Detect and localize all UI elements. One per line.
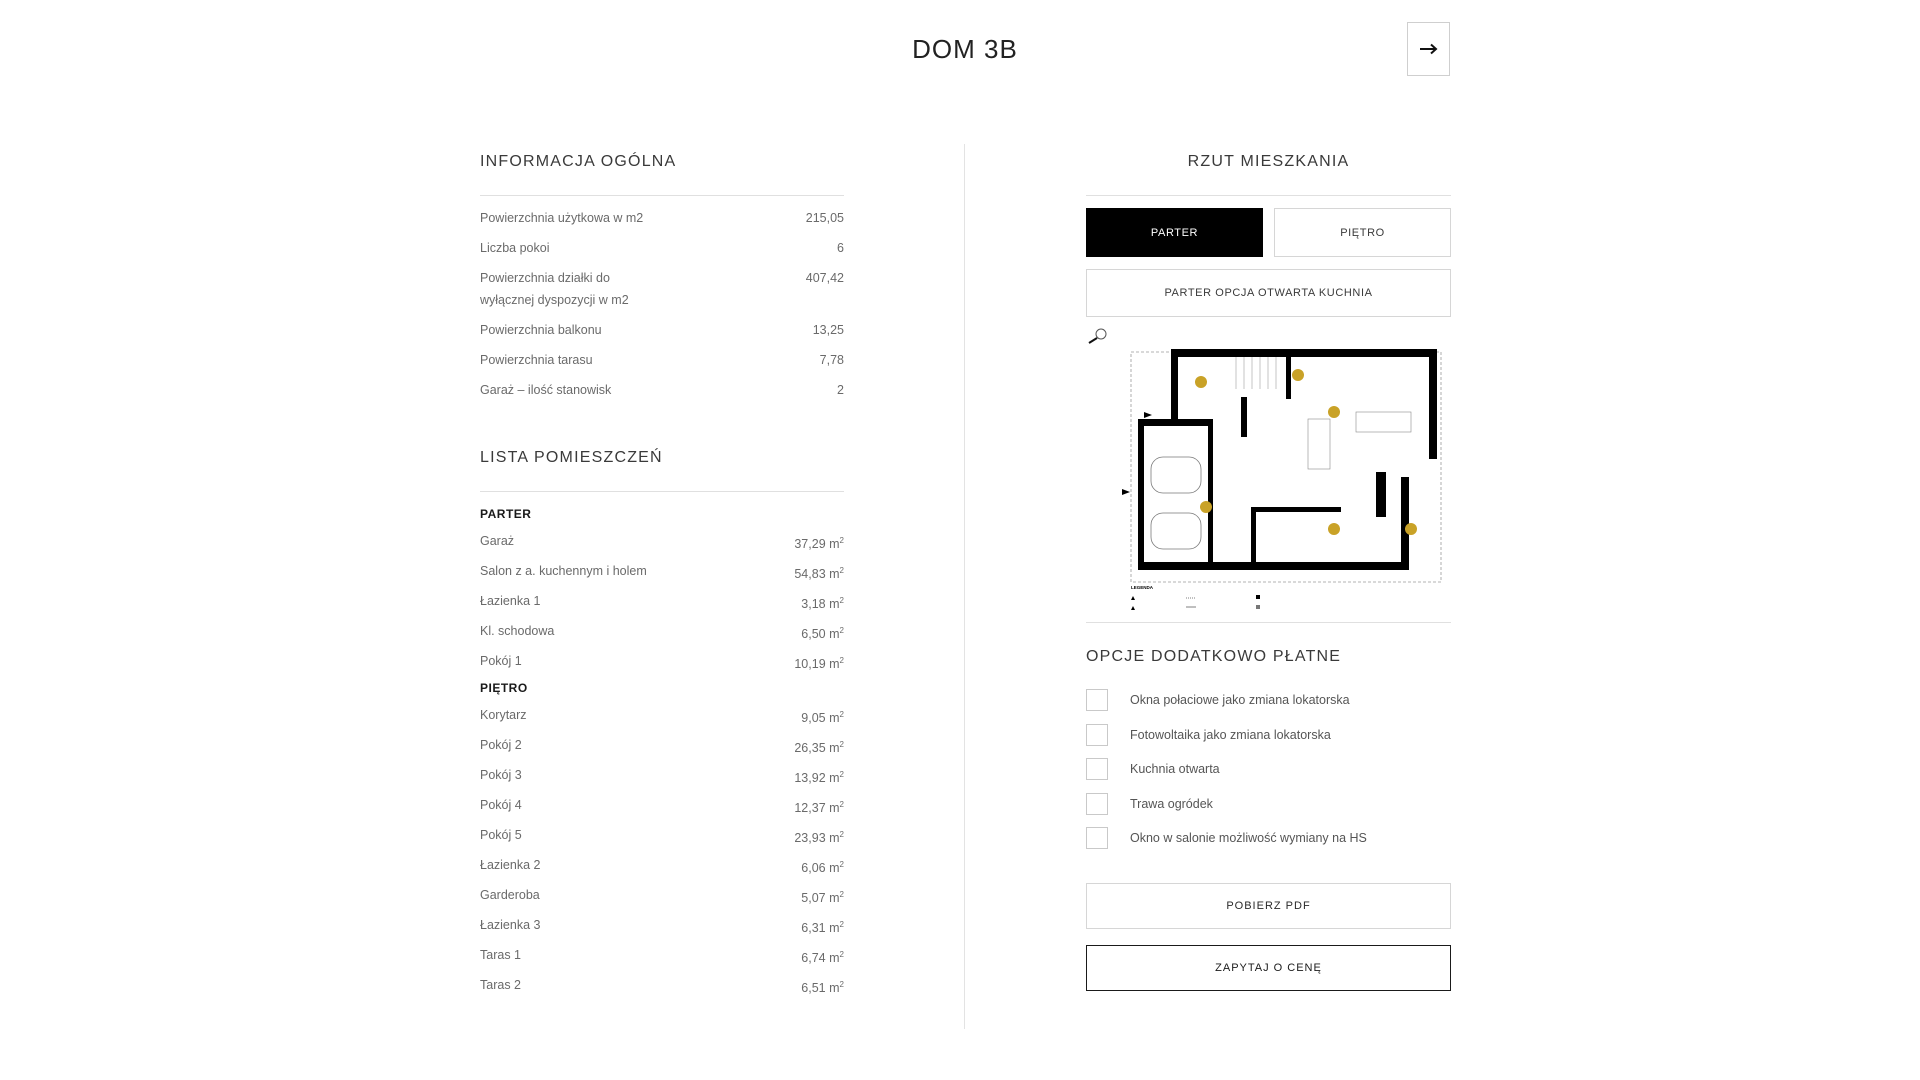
room-label: Pokój 2	[480, 738, 522, 752]
rooms-heading: LISTA POMIESZCZEŃ	[480, 449, 663, 466]
option-item[interactable]	[1086, 718, 1451, 753]
room-row	[480, 970, 844, 1000]
room-area-value: 12,37	[794, 801, 826, 816]
plan-divider	[1086, 195, 1451, 196]
room-area	[801, 586, 844, 616]
room-area-unit-sup: 2	[839, 566, 844, 575]
room-area-unit-sup: 2	[839, 980, 844, 989]
room-row	[480, 910, 844, 940]
room-area	[801, 616, 844, 646]
room-area	[794, 760, 844, 790]
option-label: Kuchnia otwarta	[1130, 762, 1220, 777]
option-checkbox[interactable]	[1086, 827, 1108, 849]
room-label: Garaż	[480, 534, 515, 548]
legend-title: LEGENDA	[1131, 585, 1154, 590]
room-area-unit-sup: 2	[839, 770, 844, 779]
page-title: DOM 3B	[912, 34, 1018, 64]
room-area-unit-sup: 2	[839, 890, 844, 899]
info-list	[480, 204, 844, 406]
room-area-unit-sup: 2	[839, 800, 844, 809]
room-area-value: 9,05	[801, 711, 826, 726]
room-group-heading: PARTER	[480, 507, 532, 521]
rooms-list	[480, 502, 844, 1000]
room-area-unit: m	[829, 657, 840, 672]
room-row	[480, 760, 844, 790]
info-label: Liczba pokoi	[480, 241, 550, 255]
room-row	[480, 880, 844, 910]
room-area-unit: m	[829, 741, 840, 756]
variant-open-kitchen-button[interactable]: PARTER OPCJA OTWARTA KUCHNIA	[1086, 269, 1451, 317]
option-label: Okna połaciowe jako zmiana lokatorska	[1130, 693, 1350, 708]
room-area-unit: m	[829, 801, 840, 816]
room-area-unit-sup: 2	[839, 860, 844, 869]
info-row	[480, 264, 844, 316]
room-area-value: 6,74	[801, 951, 826, 966]
room-area-unit: m	[829, 771, 840, 786]
room-label: Pokój 1	[480, 654, 522, 668]
room-row	[480, 556, 844, 586]
info-value: 13,25	[812, 323, 844, 337]
room-row	[480, 526, 844, 556]
option-checkbox[interactable]	[1086, 724, 1108, 746]
room-row	[480, 790, 844, 820]
info-row	[480, 346, 844, 376]
floor-plan-drawing	[1086, 327, 1451, 622]
room-area-value: 6,31	[801, 921, 826, 936]
floor-tabs	[1086, 208, 1451, 257]
option-item[interactable]	[1086, 752, 1451, 787]
room-area-unit-sup: 2	[839, 536, 844, 545]
room-label: Taras 2	[480, 978, 521, 992]
info-label: Powierzchnia tarasu	[480, 353, 593, 367]
option-item[interactable]	[1086, 683, 1451, 718]
info-label: Garaż – ilość stanowisk	[480, 383, 612, 397]
room-area-value: 6,06	[801, 861, 826, 876]
info-label: Powierzchnia użytkowa w m2	[480, 211, 644, 225]
room-label: Garderoba	[480, 888, 540, 902]
room-area	[794, 820, 844, 850]
options-heading: OPCJE DODATKOWO PŁATNE	[1086, 648, 1342, 665]
next-house-button[interactable]	[1407, 22, 1450, 76]
option-label: Trawa ogródek	[1130, 796, 1213, 811]
room-area-unit: m	[829, 537, 840, 552]
info-row	[480, 376, 844, 406]
room-area	[794, 526, 844, 556]
room-label: Łazienka 2	[480, 858, 541, 872]
option-item[interactable]	[1086, 787, 1451, 822]
room-group-heading: PIĘTRO	[480, 681, 528, 695]
ask-price-button[interactable]: ZAPYTAJ O CENĘ	[1086, 945, 1451, 991]
room-area-unit: m	[829, 627, 840, 642]
room-row	[480, 700, 844, 730]
room-row	[480, 940, 844, 970]
option-checkbox[interactable]	[1086, 689, 1108, 711]
room-label: Korytarz	[480, 708, 527, 722]
info-value: 6	[837, 241, 844, 255]
room-area-unit: m	[829, 891, 840, 906]
room-area-value: 5,07	[801, 891, 826, 906]
info-value: 407,42	[805, 271, 844, 285]
plan-column	[1086, 150, 1451, 991]
download-pdf-button[interactable]: POBIERZ PDF	[1086, 883, 1451, 929]
room-area-unit-sup: 2	[839, 920, 844, 929]
room-area	[801, 910, 844, 940]
option-label: Fotowoltaika jako zmiana lokatorska	[1130, 727, 1331, 742]
room-row	[480, 820, 844, 850]
info-divider	[480, 195, 844, 196]
column-divider	[964, 144, 965, 1029]
room-label: Salon z a. kuchennym i holem	[480, 564, 647, 578]
room-row	[480, 646, 844, 676]
tab-parter[interactable]: PARTER	[1086, 208, 1263, 257]
room-label: Łazienka 3	[480, 918, 541, 932]
room-area	[794, 556, 844, 586]
room-area-value: 13,92	[794, 771, 826, 786]
room-area-unit: m	[829, 861, 840, 876]
option-checkbox[interactable]	[1086, 793, 1108, 815]
room-area-unit: m	[829, 951, 840, 966]
room-area	[794, 730, 844, 760]
options-list	[1086, 683, 1451, 856]
room-area-unit: m	[829, 567, 840, 582]
room-area-value: 3,18	[801, 597, 826, 612]
room-area	[801, 880, 844, 910]
room-label: Pokój 5	[480, 828, 522, 842]
option-label: Okno w salonie możliwość wymiany na HS	[1130, 831, 1367, 846]
floor-plan[interactable]	[1086, 327, 1451, 623]
plan-heading: RZUT MIESZKANIA	[1187, 153, 1350, 170]
zoom-icon[interactable]	[1086, 327, 1108, 345]
info-row	[480, 316, 844, 346]
room-label: Łazienka 1	[480, 594, 541, 608]
rooms-divider	[480, 491, 844, 492]
room-row	[480, 586, 844, 616]
room-area-unit-sup: 2	[839, 830, 844, 839]
info-value: 7,78	[819, 353, 844, 367]
room-label: Pokój 4	[480, 798, 522, 812]
room-area-unit: m	[829, 597, 840, 612]
info-heading: INFORMACJA OGÓLNA	[480, 153, 677, 170]
room-area-value: 26,35	[794, 741, 826, 756]
room-area-unit: m	[829, 921, 840, 936]
room-area-value: 37,29	[794, 537, 826, 552]
room-area-unit-sup: 2	[839, 626, 844, 635]
details-column	[480, 150, 844, 1000]
room-row	[480, 850, 844, 880]
room-row	[480, 616, 844, 646]
info-value: 2	[837, 383, 844, 397]
info-label: Powierzchnia działki do wyłącznej dyspozycji w m2	[480, 271, 629, 307]
room-label: Pokój 3	[480, 768, 522, 782]
room-area	[801, 850, 844, 880]
room-area	[794, 646, 844, 676]
room-area-unit: m	[829, 981, 840, 996]
room-label: Kl. schodowa	[480, 624, 555, 638]
info-row	[480, 204, 844, 234]
room-area	[801, 940, 844, 970]
option-item[interactable]	[1086, 821, 1451, 856]
room-area-unit: m	[829, 831, 840, 846]
tab-pietro[interactable]: PIĘTRO	[1274, 208, 1451, 257]
option-checkbox[interactable]	[1086, 758, 1108, 780]
arrow-right-icon	[1419, 43, 1439, 55]
room-area	[801, 970, 844, 1000]
info-label: Powierzchnia balkonu	[480, 323, 602, 337]
room-area-unit: m	[829, 711, 840, 726]
room-area-unit-sup: 2	[839, 596, 844, 605]
room-area-value: 10,19	[794, 657, 826, 672]
room-area-value: 54,83	[794, 567, 826, 582]
room-area-unit-sup: 2	[839, 710, 844, 719]
room-area	[801, 700, 844, 730]
room-area	[794, 790, 844, 820]
room-area-unit-sup: 2	[839, 950, 844, 959]
room-area-value: 23,93	[794, 831, 826, 846]
room-area-value: 6,50	[801, 627, 826, 642]
info-value: 215,05	[805, 211, 844, 225]
room-area-value: 6,51	[801, 981, 826, 996]
info-row	[480, 234, 844, 264]
room-area-unit-sup: 2	[839, 656, 844, 665]
room-area-unit-sup: 2	[839, 740, 844, 749]
room-row	[480, 730, 844, 760]
room-label: Taras 1	[480, 948, 521, 962]
